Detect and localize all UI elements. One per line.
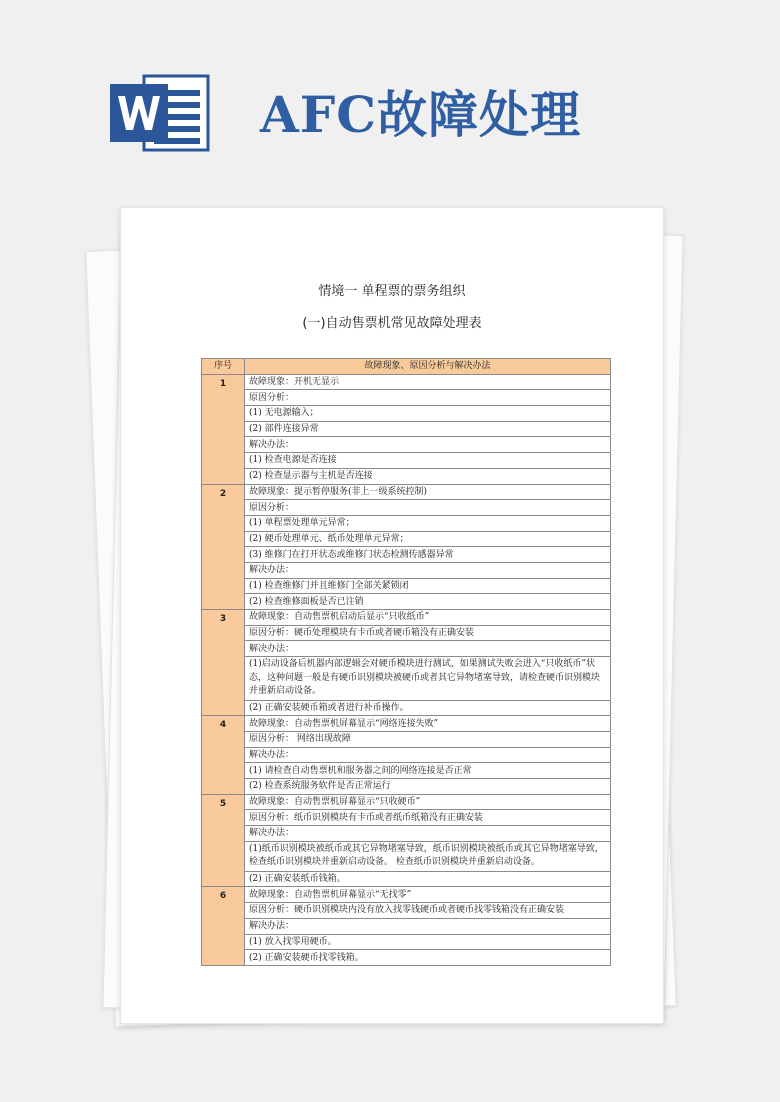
table-row	[202, 547, 611, 563]
table-row	[202, 841, 611, 871]
row-text-cell: (2) 检查显示器与主机是否连接	[245, 468, 611, 484]
row-text-cell: 故障现象：自动售票机屏幕显示“网络连接失败”	[245, 716, 611, 732]
row-index-cell: 3	[202, 610, 245, 716]
row-text-cell: 原因分析：硬币识别模块内没有放入找零钱硬币或者硬币找零钱箱没有正确安装	[245, 903, 611, 919]
row-text-cell: (2) 硬币处理单元、纸币处理单元异常；	[245, 531, 611, 547]
row-text-cell: (1) 请检查自动售票机和服务器之间的网络连接是否正常	[245, 763, 611, 779]
table-row	[202, 794, 611, 810]
row-text-cell: 原因分析：	[245, 390, 611, 406]
row-text-cell: (1) 检查电源是否连接	[245, 453, 611, 469]
table-heading: (一)自动售票机常见故障处理表	[302, 316, 482, 331]
table-row	[202, 421, 611, 437]
table-row	[202, 484, 611, 500]
table-row	[202, 531, 611, 547]
section-heading: 情境一 单程票的票务组织	[318, 284, 466, 299]
table-row	[202, 747, 611, 763]
row-index-cell: 1	[202, 374, 245, 484]
table-header-row	[202, 359, 611, 375]
table-row	[202, 826, 611, 842]
row-text-cell: (1) 单程票处理单元异常；	[245, 515, 611, 531]
row-text-cell: 原因分析：	[245, 500, 611, 516]
document-page	[120, 207, 664, 1024]
table-row	[202, 763, 611, 779]
table-row	[202, 779, 611, 795]
row-text-cell: 故障现象：提示暂停服务(非上一级系统控制)	[245, 484, 611, 500]
fault-table	[201, 358, 611, 966]
word-icon	[110, 72, 210, 154]
row-text-cell: 故障现象：开机无显示	[245, 374, 611, 390]
table-row	[202, 934, 611, 950]
row-text-cell: (2) 部件连接异常	[245, 421, 611, 437]
table-row	[202, 406, 611, 422]
row-index-cell: 2	[202, 484, 245, 610]
row-text-cell: 故障现象：自动售票机屏幕显示“只收硬币”	[245, 794, 611, 810]
table-row	[202, 641, 611, 657]
table-row	[202, 453, 611, 469]
table-row	[202, 437, 611, 453]
row-index-cell: 5	[202, 794, 245, 887]
row-index-cell: 6	[202, 887, 245, 965]
row-index-cell: 4	[202, 716, 245, 794]
row-text-cell: (1)启动设备后机器内部逻辑会对硬币模块进行测试，如果测试失败会进入“只收纸币”状态，这种问题一般是有硬币识别模块被硬币或者其它异物堵塞导致，请检查硬币识别模块并重新启动设备。	[245, 657, 611, 701]
table-row	[202, 871, 611, 887]
row-text-cell: (2) 检查维修面板是否已注销	[245, 594, 611, 610]
table-row	[202, 374, 611, 390]
row-text-cell: (1)纸币识别模块被纸币或其它异物堵塞导致，纸币识别模块被纸币或其它异物堵塞导致， 检查纸币识别模块并重新启动设备。 检查纸币识别模块并重新启动设备。	[245, 841, 611, 871]
banner-header	[0, 0, 780, 200]
row-text-cell: 解决办法：	[245, 747, 611, 763]
table-row	[202, 810, 611, 826]
table-row	[202, 918, 611, 934]
header-description: 故障现象、原因分析与解决办法	[245, 359, 611, 375]
row-text-cell: (2) 正确安装纸币钱箱。	[245, 871, 611, 887]
table-row	[202, 500, 611, 516]
row-text-cell: (3) 维修门在打开状态或维修门状态检测传感器异常	[245, 547, 611, 563]
table-row	[202, 887, 611, 903]
table-row	[202, 716, 611, 732]
row-text-cell: 解决办法：	[245, 826, 611, 842]
row-text-cell: (1) 无电源输入；	[245, 406, 611, 422]
row-text-cell: 故障现象：自动售票机启动后显示“只收纸币”	[245, 610, 611, 626]
table-row	[202, 578, 611, 594]
header-index: 序号	[202, 359, 245, 375]
table-row	[202, 625, 611, 641]
table-row	[202, 950, 611, 966]
row-text-cell: (2) 正确安装硬币箱或者进行补币操作。	[245, 700, 611, 716]
row-text-cell: 原因分析：纸币识别模块有卡币或者纸币纸箱没有正确安装	[245, 810, 611, 826]
row-text-cell: 解决办法：	[245, 918, 611, 934]
row-text-cell: 故障现象：自动售票机屏幕显示“无找零”	[245, 887, 611, 903]
page-title: AFC故障处理	[260, 85, 582, 144]
row-text-cell: (2) 正确安装硬币找零钱箱。	[245, 950, 611, 966]
table-row	[202, 700, 611, 716]
table-row	[202, 657, 611, 701]
row-text-cell: (1) 检查维修门并且维修门全部关紧锁闭	[245, 578, 611, 594]
table-row	[202, 610, 611, 626]
row-text-cell: 解决办法：	[245, 562, 611, 578]
row-text-cell: 解决办法：	[245, 437, 611, 453]
row-text-cell: (1) 放入找零用硬币。	[245, 934, 611, 950]
table-row	[202, 731, 611, 747]
table-row	[202, 515, 611, 531]
table-row	[202, 594, 611, 610]
table-row	[202, 468, 611, 484]
row-text-cell: (2) 检查系统服务软件是否正常运行	[245, 779, 611, 795]
row-text-cell: 原因分析： 网络出现故障	[245, 731, 611, 747]
table-row	[202, 903, 611, 919]
table-row	[202, 562, 611, 578]
row-text-cell: 解决办法：	[245, 641, 611, 657]
row-text-cell: 原因分析：硬币处理模块有卡币或者硬币箱没有正确安装	[245, 625, 611, 641]
table-row	[202, 390, 611, 406]
